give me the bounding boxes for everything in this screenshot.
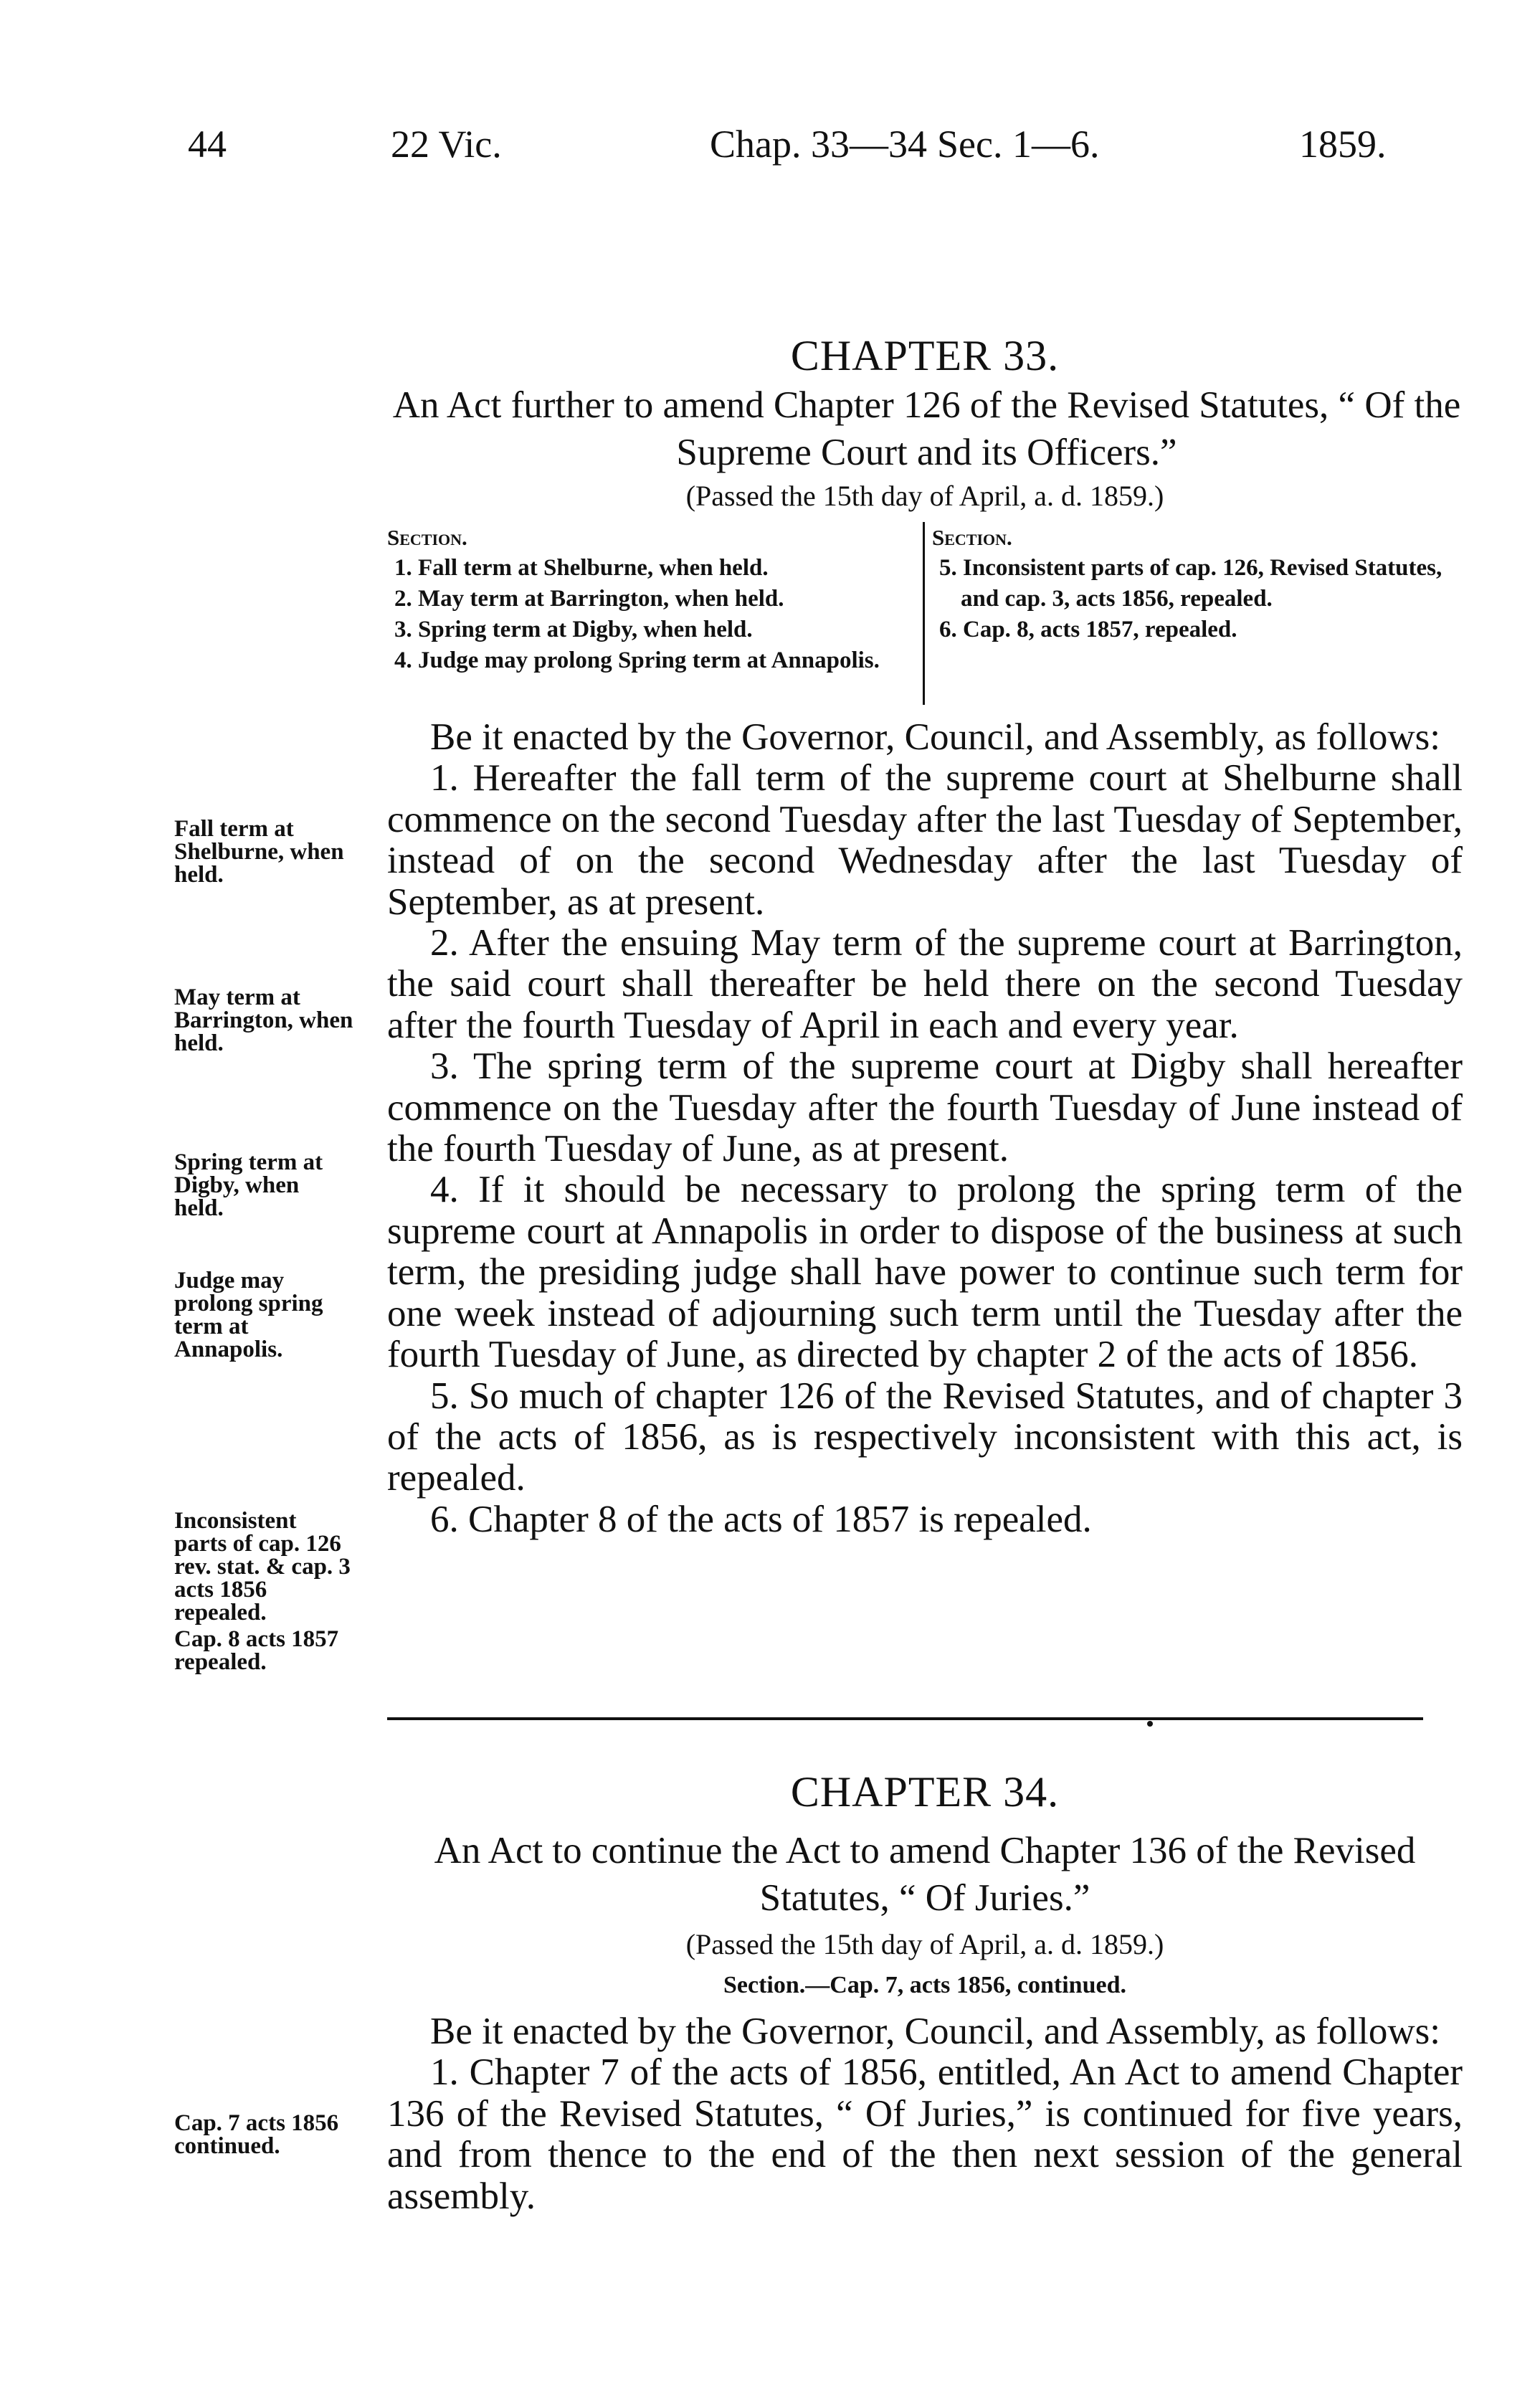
- chapter-range: Chap. 33—34: [710, 123, 927, 166]
- section-list-item: 4. Judge may prolong Spring term at Annapolis.: [394, 647, 880, 673]
- enacting-clause: Be it enacted by the Governor, Council, and Assembly, as follows:: [430, 716, 1440, 758]
- year: 1859.: [1299, 123, 1387, 166]
- section-paragraph-1: 1. Chapter 7 of the acts of 1856, entitled, An Act to amend Chapter 136 of the Revised Statutes, “ Of Juries,” is continued for five years, and from thence to the end of the then next session of the general assembly.: [387, 2051, 1463, 2217]
- section-paragraph-6: 6. Chapter 8 of the acts of 1857 is repealed.: [430, 1498, 1092, 1540]
- margin-note: Judge may prolong spring term at Annapolis.: [174, 1268, 323, 1362]
- running-head: [188, 122, 1457, 179]
- section-list-right: [932, 522, 1463, 645]
- divider-mark: [1147, 1721, 1153, 1727]
- margin-note: May term at Barrington, when held.: [174, 984, 353, 1056]
- chapter-34-heading: CHAPTER 34.: [790, 1768, 1060, 1816]
- section-paragraph-4: 4. If it should be necessary to prolong the spring term of the supreme court at Annapolis in order to dispose of the business at such term, the presiding judge shall have power to continue such term for one week instead of adjourning such term until the Tuesday after the fourth Tuesday of June, as directed by chapter 2 of the acts of 1856.: [387, 1169, 1463, 1376]
- chapter-34-section-line: Section.—Cap. 7, acts 1856, continued.: [723, 1972, 1126, 1998]
- enacting-clause: Be it enacted by the Governor, Council, and Assembly, as follows:: [430, 2011, 1440, 2052]
- margin-note: Inconsistent parts of cap. 126 rev. stat. & cap. 3 acts 1856 repealed.: [174, 1508, 351, 1626]
- chapter-divider: [387, 1717, 1423, 1720]
- chapter-33-passed-date: (Passed the 15th day of April, a. d. 1859.): [685, 480, 1164, 512]
- page-number: 44: [188, 123, 227, 166]
- chapter-33-body: [387, 717, 1463, 1540]
- chapter-33-heading: CHAPTER 33.: [790, 332, 1060, 379]
- margin-note: Spring term at Digby, when held.: [174, 1149, 323, 1221]
- section-paragraph-5: 5. So much of chapter 126 of the Revised Statutes, and of chapter 3 of the acts of 1856, as is respectively inconsistent with this act, is repealed.: [387, 1375, 1463, 1499]
- section-paragraph-3: 3. The spring term of the supreme court at Digby shall hereafter commence on the Tuesday after the fourth Tuesday of June instead of the fourth Tuesday of June, as at present.: [387, 1045, 1463, 1170]
- section-label: Section.: [387, 525, 467, 550]
- margin-note: Cap. 7 acts 1856 continued.: [174, 2110, 339, 2159]
- chapter-33-section-list: [387, 522, 1463, 708]
- chapter-34-title: An Act to continue the Act to amend Chapter 136 of the Revised Statutes, “ Of Juries.”: [434, 1830, 1416, 1919]
- section-list-item: 1. Fall term at Shelburne, when held.: [394, 555, 769, 581]
- reign-year: 22 Vic.: [391, 123, 502, 166]
- section-list-item: 5. Inconsistent parts of cap. 126, Revised Statutes, and cap. 3, acts 1856, repealed.: [939, 555, 1442, 612]
- section-paragraph-1: 1. Hereafter the fall term of the supreme court at Shelburne shall commence on the second Tuesday after the last Tuesday of September, instead of on the second Wednesday after the last Tuesday of September, as at present.: [387, 757, 1463, 923]
- section-label: Section.: [932, 525, 1012, 550]
- chapter-34-body: [387, 2011, 1463, 2217]
- section-paragraph-2: 2. After the ensuing May term of the supreme court at Barrington, the said court shall thereafter be held there on the second Tuesday after the fourth Tuesday of April in each and every year.: [387, 922, 1463, 1046]
- margin-note: Cap. 8 acts 1857 repealed.: [174, 1626, 339, 1675]
- section-list-item: 2. May term at Barrington, when held.: [394, 586, 784, 612]
- chapter-33-title: An Act further to amend Chapter 126 of the Revised Statutes, “ Of the Supreme Court and its Officers.”: [392, 384, 1461, 473]
- chapter-34-passed-date: (Passed the 15th day of April, a. d. 1859.): [685, 1928, 1164, 1960]
- section-list-left: [387, 522, 925, 705]
- section-range: Sec. 1—6.: [937, 123, 1100, 166]
- section-list-item: 6. Cap. 8, acts 1857, repealed.: [939, 617, 1237, 642]
- section-list-item: 3. Spring term at Digby, when held.: [394, 617, 753, 642]
- margin-note: Fall term at Shelburne, when held.: [174, 816, 344, 888]
